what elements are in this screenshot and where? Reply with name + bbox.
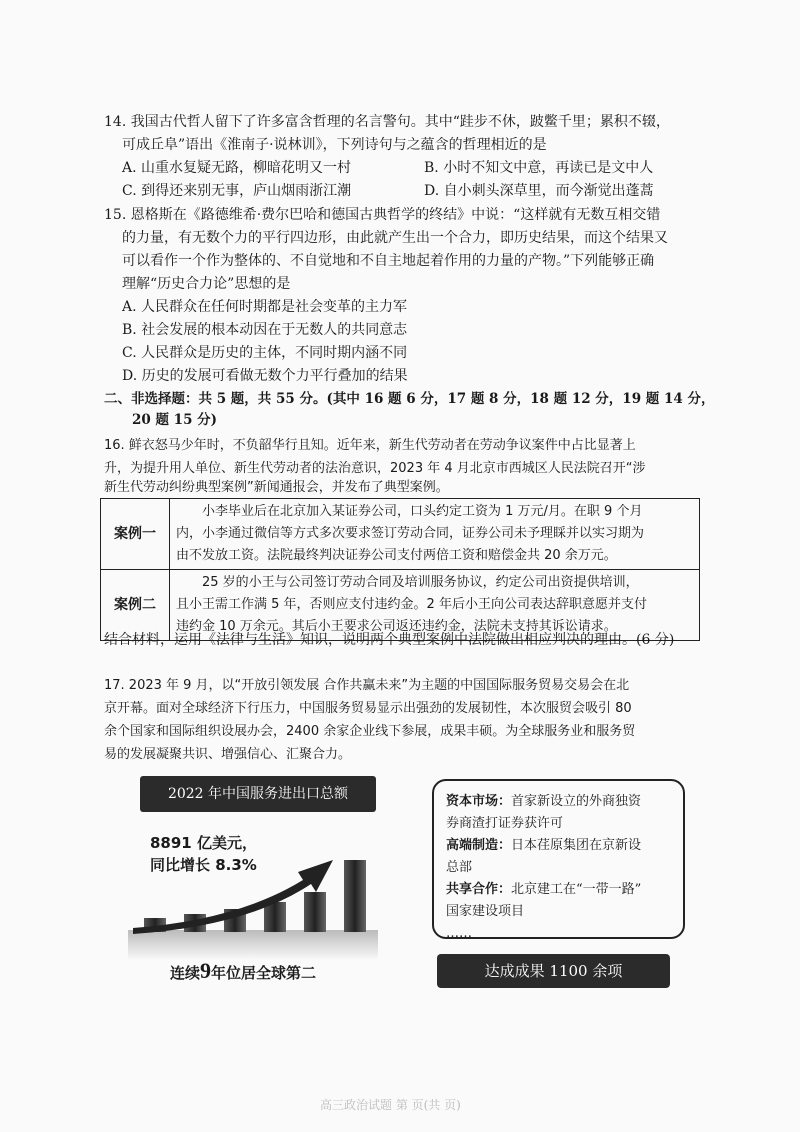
item-cooperation: 共享合作：北京建工在“一带一路” xyxy=(446,882,642,897)
page-footer: 高三政治试题 第 页(共 页) xyxy=(320,1098,461,1112)
growth-bar xyxy=(304,892,326,932)
case1-line3: 由不发放工资。法院最终判决证券公司支付两倍工资和赔偿金共 20 余万元。 xyxy=(176,548,617,563)
item-cooperation-cont: 国家建设项目 xyxy=(446,904,525,919)
section-heading-line2: 20 题 15 分) xyxy=(132,412,218,428)
figure-value-line2: 同比增长 8.3% xyxy=(150,856,257,874)
figure-title: 2022 年中国服务进出口总额 xyxy=(140,776,376,812)
growth-figure xyxy=(128,820,380,960)
figure-value-line1: 8891 亿美元， xyxy=(150,834,257,852)
case1-line2: 内，小李通过微信等方式多次要求签订劳动合同，证券公司未予理睬并以实习期为 xyxy=(176,526,645,541)
case2-line2: 且小王需工作满 5 年，否则应支付违约金。2 年后小王向公司表达辞职意愿并支付 xyxy=(176,597,647,612)
case2-line3: 违约金 10 万余元。其后小王要求公司返还违约金，法院未支持其诉讼请求。 xyxy=(176,619,617,634)
item-manufacturing-cont: 总部 xyxy=(446,860,473,875)
achievement-banner: 达成成果 1100 余项 xyxy=(437,954,670,988)
q14-stem-line1: 14. 我国古代哲人留下了许多富含哲理的名言警句。其中“跬步不休，跛鳖千里；累积不辍， xyxy=(104,114,670,130)
q17-stem-line1: 17. 2023 年 9 月，以“开放引领发展 合作共赢未来”为主题的中国国际服务贸易交易会在北 xyxy=(104,678,630,693)
q14-option-d: D. 自小刺头深草里，而今渐觉出蓬蒿 xyxy=(424,183,654,199)
case1-heading: 案例一 xyxy=(101,499,170,570)
case2-heading: 案例二 xyxy=(101,570,170,641)
figure-caption xyxy=(170,958,316,984)
q17-stem-line4: 易的发展凝聚共识、增强信心、汇聚合力。 xyxy=(104,747,352,762)
q15-stem-line2: 的力量，有无数个力的平行四边形，由此就产生出一个合力，即历史结果，而这个结果又 xyxy=(122,230,668,246)
q14-option-c: C. 到得还来别无事，庐山烟雨浙江潮 xyxy=(122,183,352,199)
q15-option-c: C. 人民群众是历史的主体，不同时期内涵不同 xyxy=(122,345,408,361)
caption-post: 年位居全球第二 xyxy=(211,964,317,982)
caption-num: 9 xyxy=(200,958,212,983)
q15-option-b: B. 社会发展的根本动因在于无数人的共同意志 xyxy=(122,322,408,338)
caption-pre: 连续 xyxy=(170,964,201,982)
item-capital-cont: 券商渣打证券获许可 xyxy=(446,816,564,831)
q15-option-a: A. 人民群众在任何时期都是社会变革的主力军 xyxy=(122,299,408,315)
case2-line1: 25 岁的小王与公司签订劳动合同及培训服务协议，约定公司出资提供培训， xyxy=(202,575,639,590)
case1-line1: 小李毕业后在北京加入某证券公司，口头约定工资为 1 万元/月。在职 9 个月 xyxy=(202,504,643,519)
q15-stem-line4: 理解“历史合力论”思想的是 xyxy=(122,276,291,292)
q14-option-a: A. 山重水复疑无路，柳暗花明又一村 xyxy=(122,160,352,176)
q15-option-d: D. 历史的发展可看做无数个力平行叠加的结果 xyxy=(122,368,408,384)
q16-stem-line2: 升，为提升用人单位、新生代劳动者的法治意识，2023 年 4 月北京市西城区人民法院召开“涉 xyxy=(104,461,646,476)
q14-option-b: B. 小时不知文中意，再读已是文中人 xyxy=(424,160,654,176)
q15-stem-line3: 可以看作一个作为整体的、不自觉地和不自主地起着作用的力量的产物。”下列能够正确 xyxy=(122,253,655,269)
q17-stem-line3: 余个国家和国际组织设展办会，2400 余家企业线下参展，成果丰硕。为全球服务业和服务贸 xyxy=(104,724,636,739)
q15-stem-line1: 15. 恩格斯在《路德维希·费尔巴哈和德国古典哲学的终结》中说：“这样就有无数互相交错 xyxy=(104,207,661,223)
reflection-floor xyxy=(128,930,378,960)
growth-bar xyxy=(344,860,366,932)
ellipsis: …… xyxy=(446,926,472,941)
achievement-box xyxy=(432,779,685,939)
case-table xyxy=(100,498,700,641)
case-row-1 xyxy=(101,499,700,570)
q17-stem-line2: 京开幕。面对全球经济下行压力，中国服务贸易显示出强劲的发展韧性，本次服贸会吸引 80 xyxy=(104,701,632,716)
case1-content xyxy=(170,499,700,570)
q14-stem-line2: 可成丘阜”语出《淮南子·说林训》，下列诗句与之蕴含的哲理相近的是 xyxy=(122,137,547,153)
item-capital: 资本市场：首家新设立的外商独资 xyxy=(446,794,642,809)
item-manufacturing: 高端制造：日本荏原集团在京新设 xyxy=(446,838,642,853)
q16-task: 结合材料，运用《法律与生活》知识，说明两个典型案例中法院做出相应判决的理由。(6 分) xyxy=(104,632,675,648)
q16-stem-line1: 16. 鲜衣怒马少年时，不负韶华行且知。近年来，新生代劳动者在劳动争议案件中占比显著上 xyxy=(104,438,636,453)
section-heading-line1: 二、非选择题：共 5 题，共 55 分。(其中 16 题 6 分，17 题 8 分，18 题 12 分，19 题 14 分， xyxy=(104,391,715,407)
q16-stem-line3: 新生代劳动纠纷典型案例”新闻通报会，并发布了典型案例。 xyxy=(104,480,449,495)
